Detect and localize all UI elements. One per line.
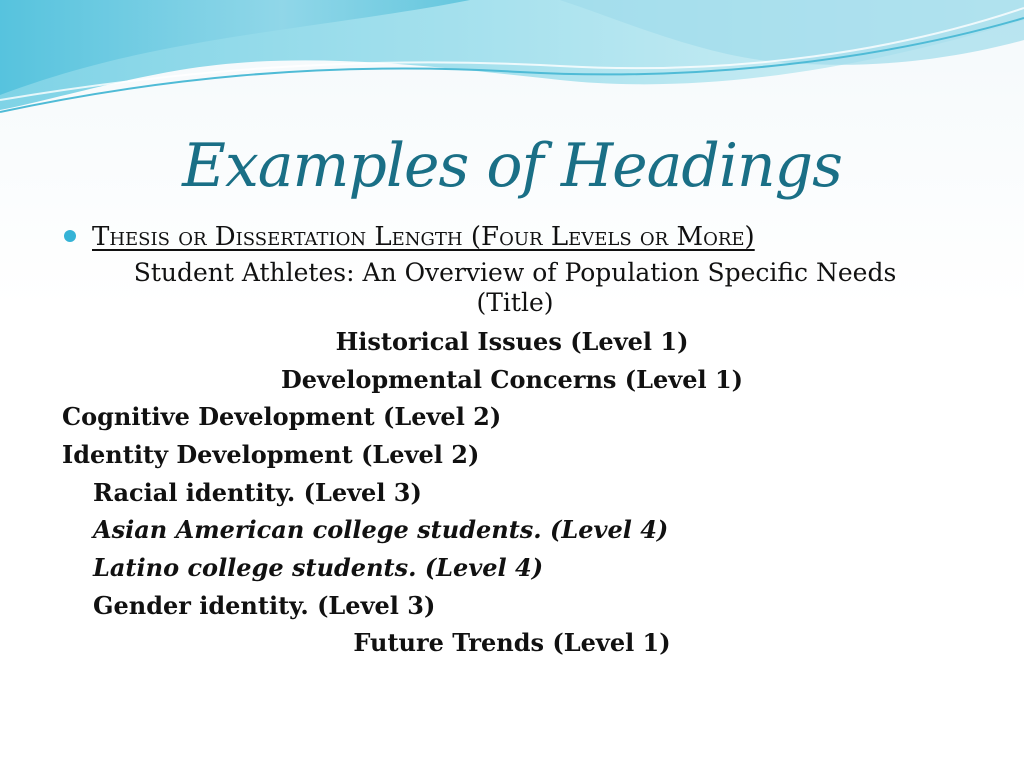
heading-level-4: Asian American college students. (Level 4) xyxy=(93,515,669,544)
decorative-wave-header xyxy=(0,0,1024,120)
heading-level-3: Gender identity. (Level 3) xyxy=(93,591,436,620)
paper-title: Student Athletes: An Overview of Population Specific Needs (Title) xyxy=(133,258,897,317)
bullet-item xyxy=(64,218,964,258)
bullet-heading: Thesis or Dissertation Length (Four Levels or More) xyxy=(92,222,755,252)
bullet-dot-icon xyxy=(64,230,76,242)
heading-level-1: Future Trends (Level 1) xyxy=(353,628,671,657)
slide-title: Examples of Headings xyxy=(182,131,842,201)
heading-level-2: Identity Development (Level 2) xyxy=(62,440,480,469)
heading-level-2: Cognitive Development (Level 2) xyxy=(62,402,502,431)
heading-level-3: Racial identity. (Level 3) xyxy=(93,478,422,507)
heading-level-1: Developmental Concerns (Level 1) xyxy=(280,365,744,394)
heading-level-4: Latino college students. (Level 4) xyxy=(93,553,544,582)
heading-level-1: Historical Issues (Level 1) xyxy=(335,327,689,356)
